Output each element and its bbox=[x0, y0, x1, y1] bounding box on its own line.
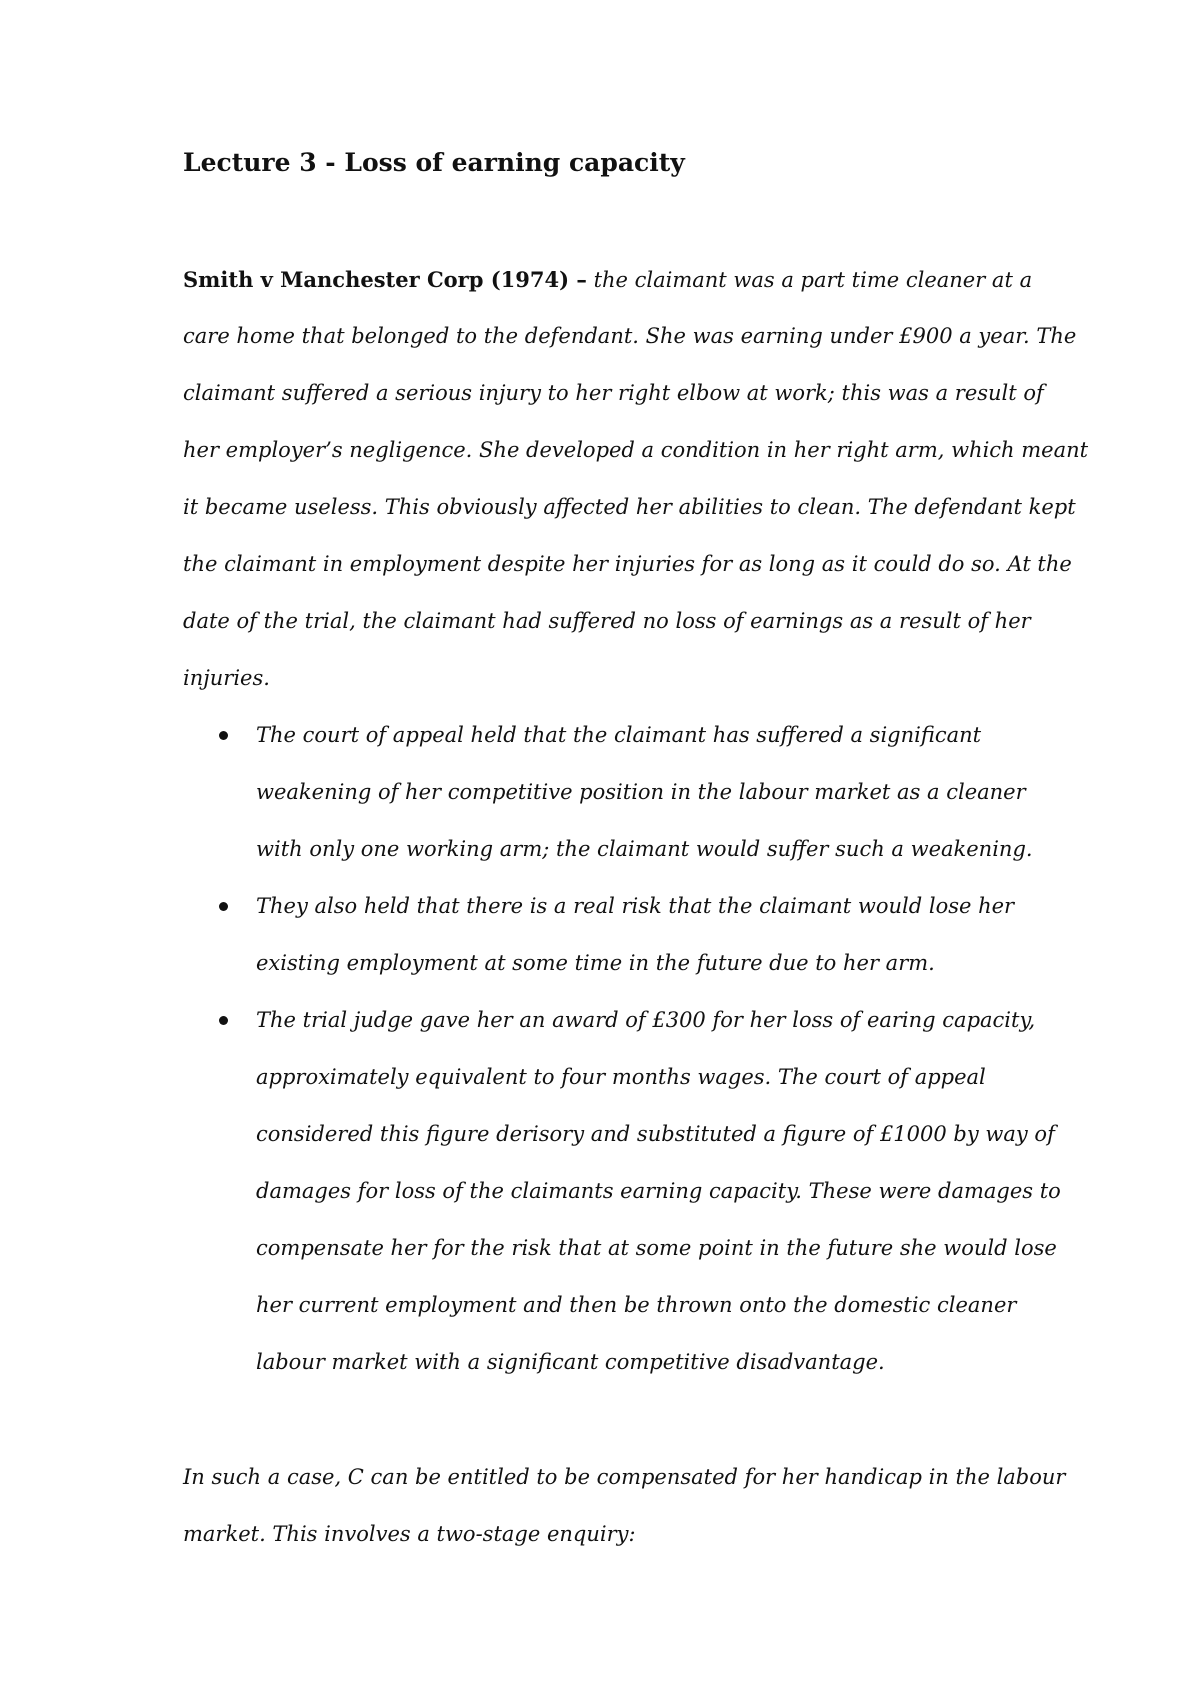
text-line: They also held that there is a real risk that the claimant would lose her bbox=[256, 894, 1015, 918]
text-line: her current employment and then be thrown onto the domestic cleaner bbox=[256, 1293, 1017, 1317]
text-span: the claimant was a part time cleaner at a bbox=[593, 268, 1033, 292]
text-line: date of the trial, the claimant had suffered no loss of earnings as a result of her bbox=[183, 609, 1031, 633]
text-line: the claimant in employment despite her injuries for as long as it could do so. At the bbox=[183, 552, 1072, 576]
bullet-icon bbox=[219, 902, 228, 911]
text-line: approximately equivalent to four months wages. The court of appeal bbox=[256, 1065, 986, 1089]
text-line: compensate her for the risk that at some point in the future she would lose bbox=[256, 1236, 1057, 1260]
text-line: considered this figure derisory and substituted a figure of £1000 by way of bbox=[256, 1122, 1055, 1146]
list-item bbox=[183, 707, 1043, 878]
text-line: with only one working arm; the claimant would suffer such a weakening. bbox=[256, 837, 1033, 861]
text-line: labour market with a significant competitive disadvantage. bbox=[256, 1350, 885, 1374]
case-paragraph bbox=[183, 251, 1089, 707]
text-line: The court of appeal held that the claimant has suffered a significant bbox=[256, 723, 982, 747]
closing-paragraph bbox=[183, 1449, 1066, 1563]
text-line: it became useless. This obviously affected her abilities to clean. The defendant kept bbox=[183, 495, 1076, 519]
case-name: Smith v Manchester Corp (1974) – bbox=[183, 267, 587, 292]
text-line: claimant suffered a serious injury to her right elbow at work; this was a result of bbox=[183, 381, 1044, 405]
list-item bbox=[183, 992, 1061, 1391]
bullet-icon bbox=[219, 1016, 228, 1025]
text-line: weakening of her competitive position in the labour market as a cleaner bbox=[256, 780, 1026, 804]
text-line: The trial judge gave her an award of £300 for her loss of earing capacity, bbox=[256, 1008, 1036, 1032]
text-line: injuries. bbox=[183, 666, 270, 690]
list-item bbox=[183, 878, 1043, 992]
text-line: existing employment at some time in the future due to her arm. bbox=[256, 951, 935, 975]
text-line: market. This involves a two-stage enquiry: bbox=[183, 1522, 636, 1546]
bullet-list bbox=[183, 707, 1061, 1391]
text-line: her employer’s negligence. She developed a condition in her right arm, which meant bbox=[183, 438, 1089, 462]
page-title: Lecture 3 - Loss of earning capacity bbox=[183, 148, 685, 177]
bullet-icon bbox=[219, 731, 228, 740]
text-line: damages for loss of the claimants earning capacity. These were damages to bbox=[256, 1179, 1061, 1203]
text-line: care home that belonged to the defendant. She was earning under £900 a year. The bbox=[183, 324, 1077, 348]
text-line: In such a case, C can be entitled to be compensated for her handicap in the labour bbox=[183, 1465, 1066, 1489]
text-line bbox=[183, 251, 1043, 308]
